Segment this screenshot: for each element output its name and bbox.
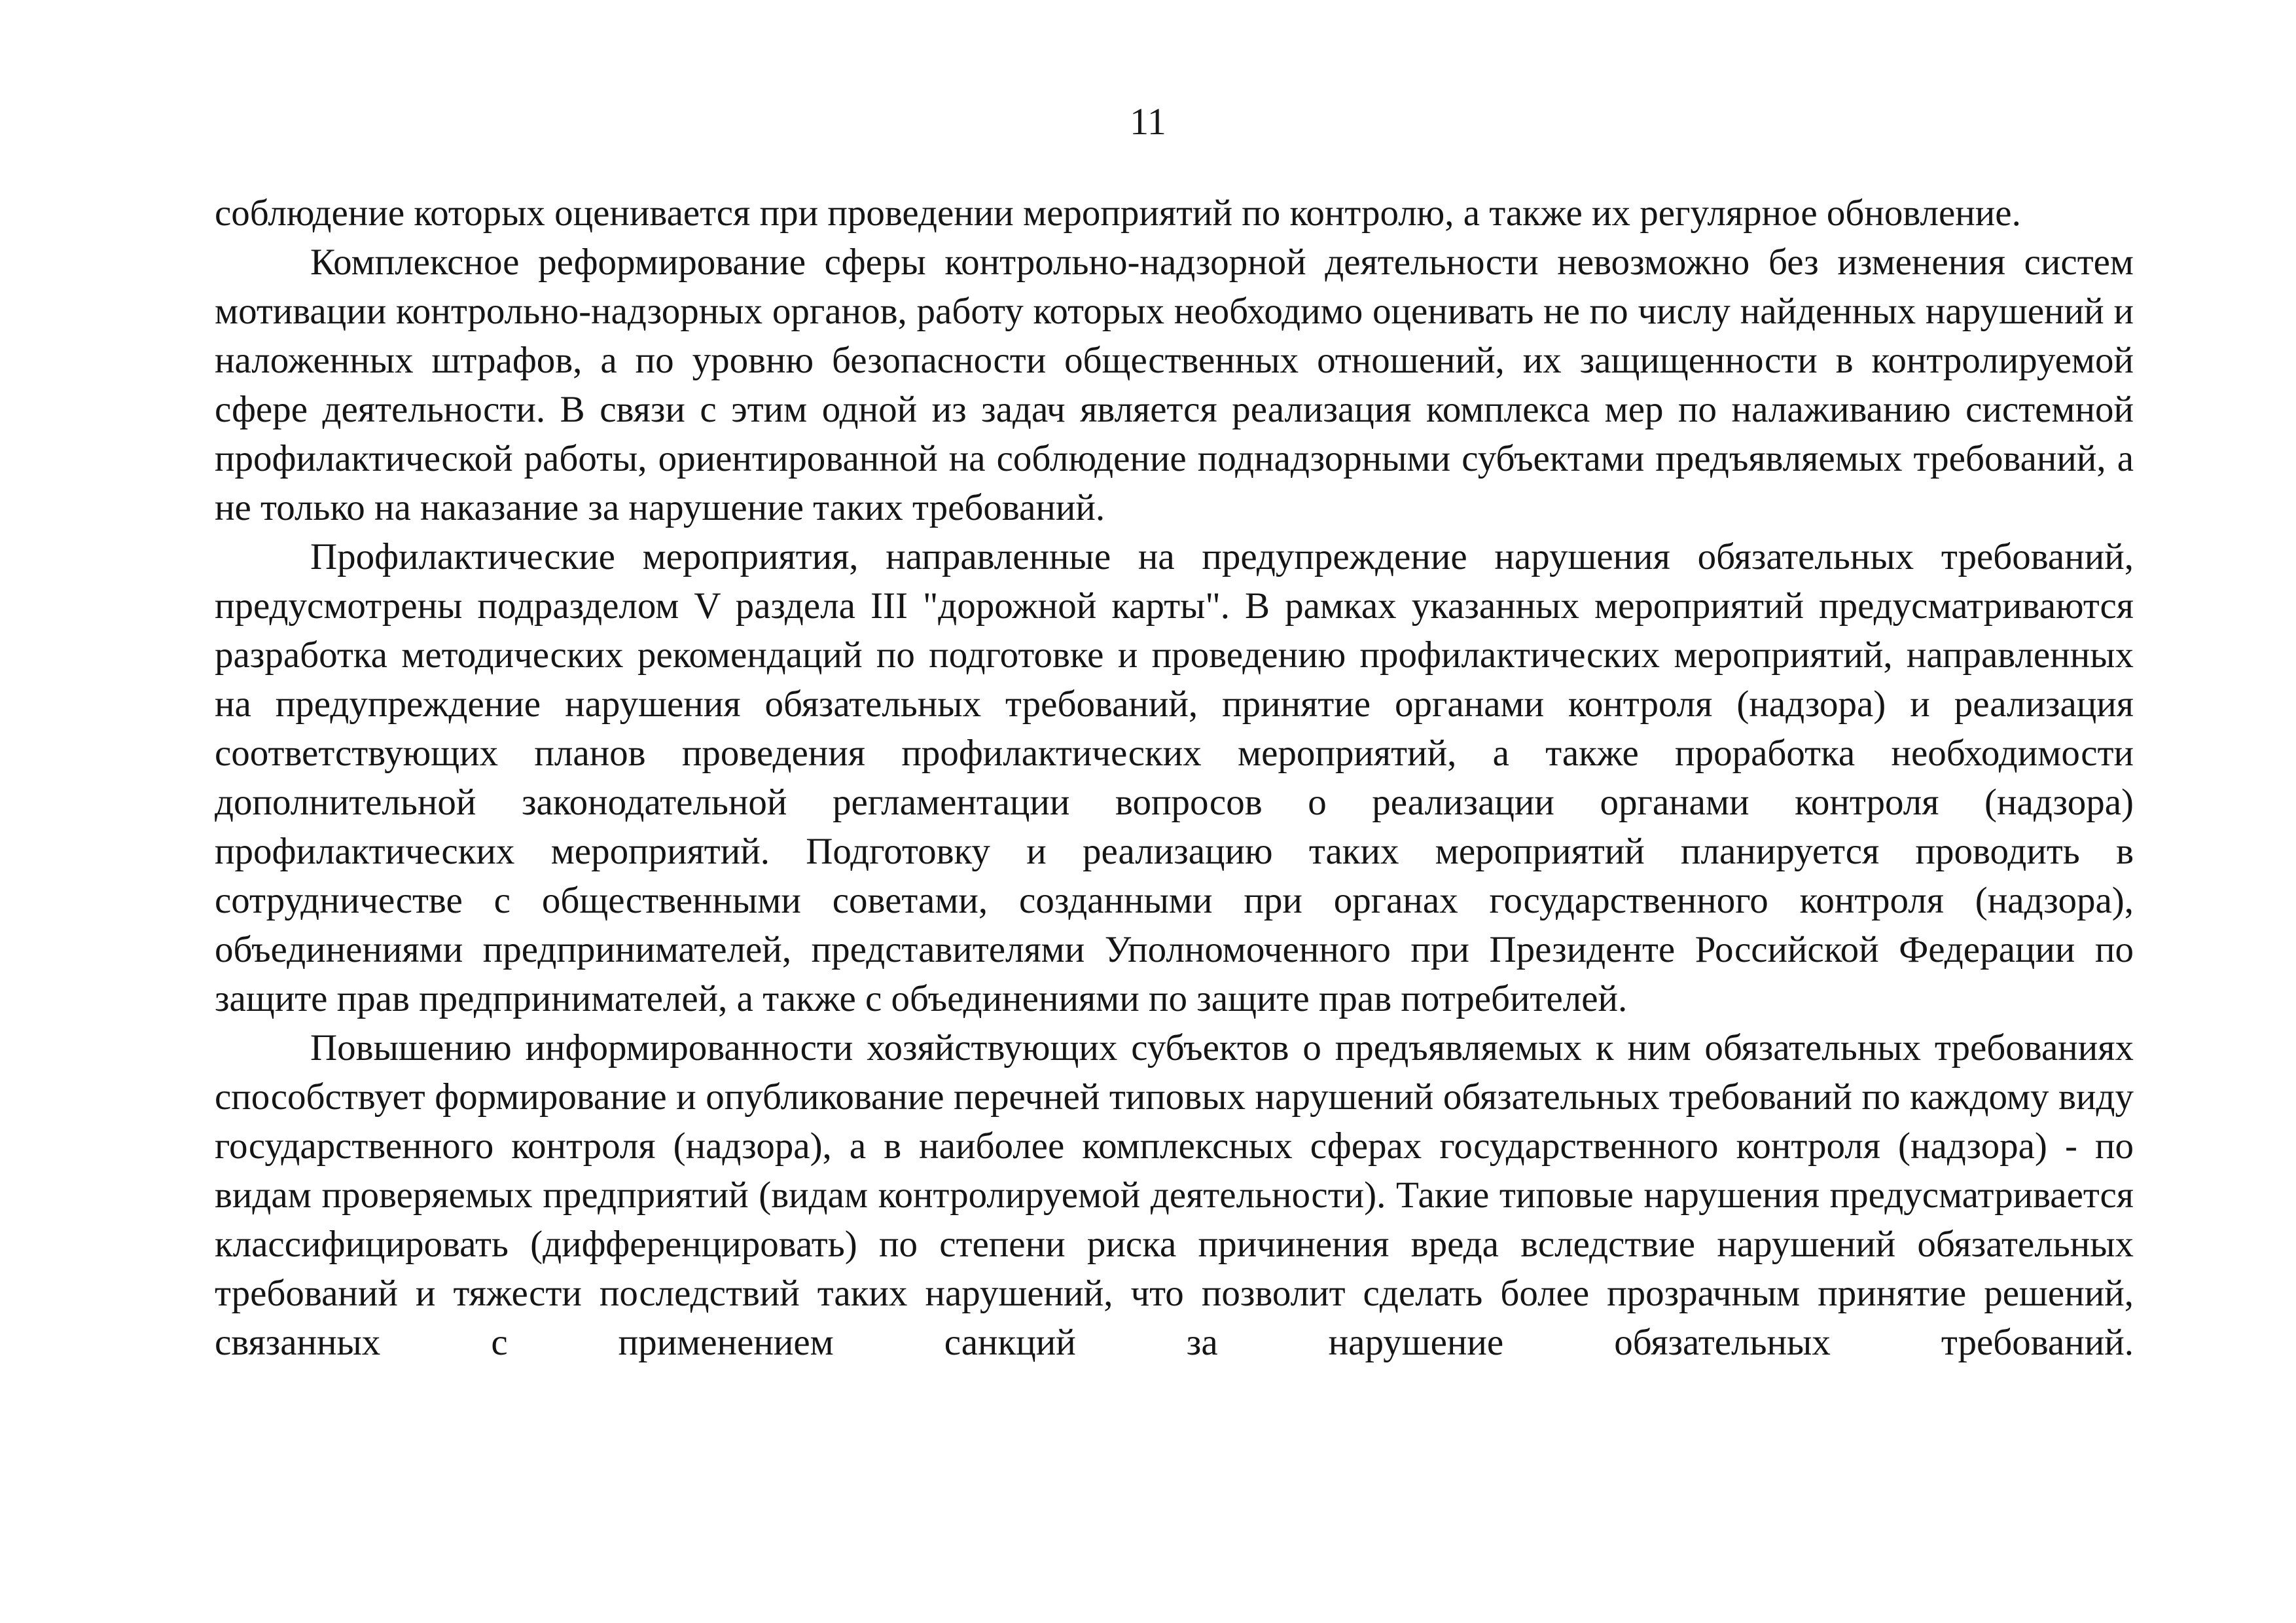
paragraph-typical-violations: Повышению информированности хозяйствующих субъектов о предъявляемых к ним обязательных требованиях способствует формирование и опубликование перечней типовых нарушений обязательных требований по каждому виду государственного контроля (надзора), а в наиболее комплексных сферах государственного контроля (надзора) - по видам проверяемых предприятий (видам контролируемой деятельности). Такие типовые нарушения предусматривается классифицировать (дифференцировать) по степени риска причинения вреда вследствие нарушений обязательных требований и тяжести последствий таких нарушений, что позволит сделать более прозрачным принятие решений, связанных с применением санкций за нарушение обязательных требований. bbox=[215, 1027, 2134, 1363]
paragraph-continuation: соблюдение которых оценивается при проведении мероприятий по контролю, а также их регулярное обновление. bbox=[215, 192, 2021, 234]
paragraph-preventive-measures: Профилактические мероприятия, направленные на предупреждение нарушения обязательных требований, предусмотрены подразделом V раздела III "дорожной карты". В рамках указанных мероприятий предусматриваются разработка методических рекомендаций по подготовке и проведению профилактических мероприятий, направленных на предупреждение нарушения обязательных требований, принятие органами контроля (надзора) и реализация соответствующих планов проведения профилактических мероприятий, а также проработка необходимости дополнительной законодательной регламентации вопросов о реализации органами контроля (надзора) профилактических мероприятий. Подготовку и реализацию таких мероприятий планируется проводить в сотрудничестве с общественными советами, созданными при органах государственного контроля (надзора), объединениями предпринимателей, представителями Уполномоченного при Президенте Российской Федерации по защите прав предпринимателей, а также с объединениями по защите прав потребителей. bbox=[215, 536, 2134, 1019]
paragraph-motivation-reform: Комплексное реформирование сферы контрольно-надзорной деятельности невозможно без изменения систем мотивации контрольно-надзорных органов, работу которых необходимо оценивать не по числу найденных нарушений и наложенных штрафов, а по уровню безопасности общественных отношений, их защищенности в контролируемой сфере деятельности. В связи с этим одной из задач является реализация комплекса мер по налаживанию системной профилактической работы, ориентированной на соблюдение поднадзорными субъектами предъявляемых требований, а не только на наказание за нарушение таких требований. bbox=[215, 242, 2134, 528]
document-body bbox=[215, 189, 2134, 1367]
page-number: 11 bbox=[1130, 100, 1166, 143]
